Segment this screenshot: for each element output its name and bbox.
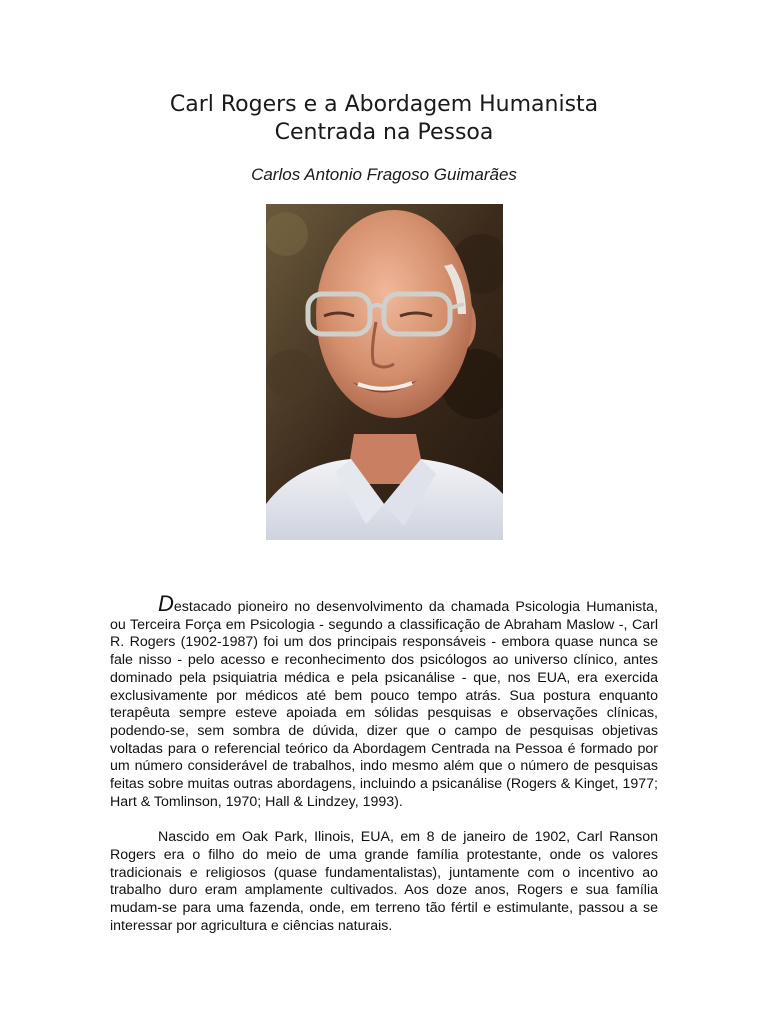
title-line-1: Carl Rogers e a Abordagem Humanista: [169, 92, 599, 117]
portrait-photo: [266, 204, 503, 540]
drop-cap: D: [158, 591, 174, 616]
paragraph-1-text: estacado pioneiro no desenvolvimento da chamada Psicologia Humanista, ou Terceira Força em Psicologia - segundo a classificação de Abraham Maslow -, Carl R. Rogers (1902-1987) foi um dos principais responsáveis - embora quase nunca se fale nisso - pelo acesso e reconhecimento dos psicólogos ao universo clínico, antes dominado pela psiquiatria médica e pela psicanálise - que, nos EUA, era exercida exclusivamente por médicos até bem pouco tempo atrás. Sua postura enquanto terapêuta sempre esteve apoiada em sólidas pesquisas e observações clínicas, podendo-se, sem sombra de dúvida, dizer que o campo de pesquisas objetivas voltadas para o referencial teórico da Abordagem Centrada na Pessoa é formado por um número considerável de trabalhos, indo mesmo além que o número de pesquisas feitas sobre muitas outras abordagens, incluindo a psicanálise (Rogers & Kinget, 1977; Hart & Tomlinson, 1970; Hall & Lindzey, 1993).: [110, 599, 658, 810]
author-name: Carlos Antonio Fragoso Guimarães: [251, 165, 517, 184]
title-line-2: Centrada na Pessoa: [274, 120, 494, 145]
article-body: [110, 591, 658, 935]
paragraph-1: [110, 591, 658, 811]
page-title: [0, 91, 768, 147]
paragraph-2: Nascido em Oak Park, Ilinois, EUA, em 8 de janeiro de 1902, Carl Ranson Rogers era o filho do meio de uma grande família protestante, onde os valores tradicionais e religiosos (quase fundamentalistas), juntamente com o incentivo ao trabalho duro eram amplamente cultivados. Aos doze anos, Rogers e sua família mudam-se para uma fazenda, onde, em terreno tão fértil e estimulante, passou a se interessar por agricultura e ciências naturais.: [110, 829, 658, 934]
